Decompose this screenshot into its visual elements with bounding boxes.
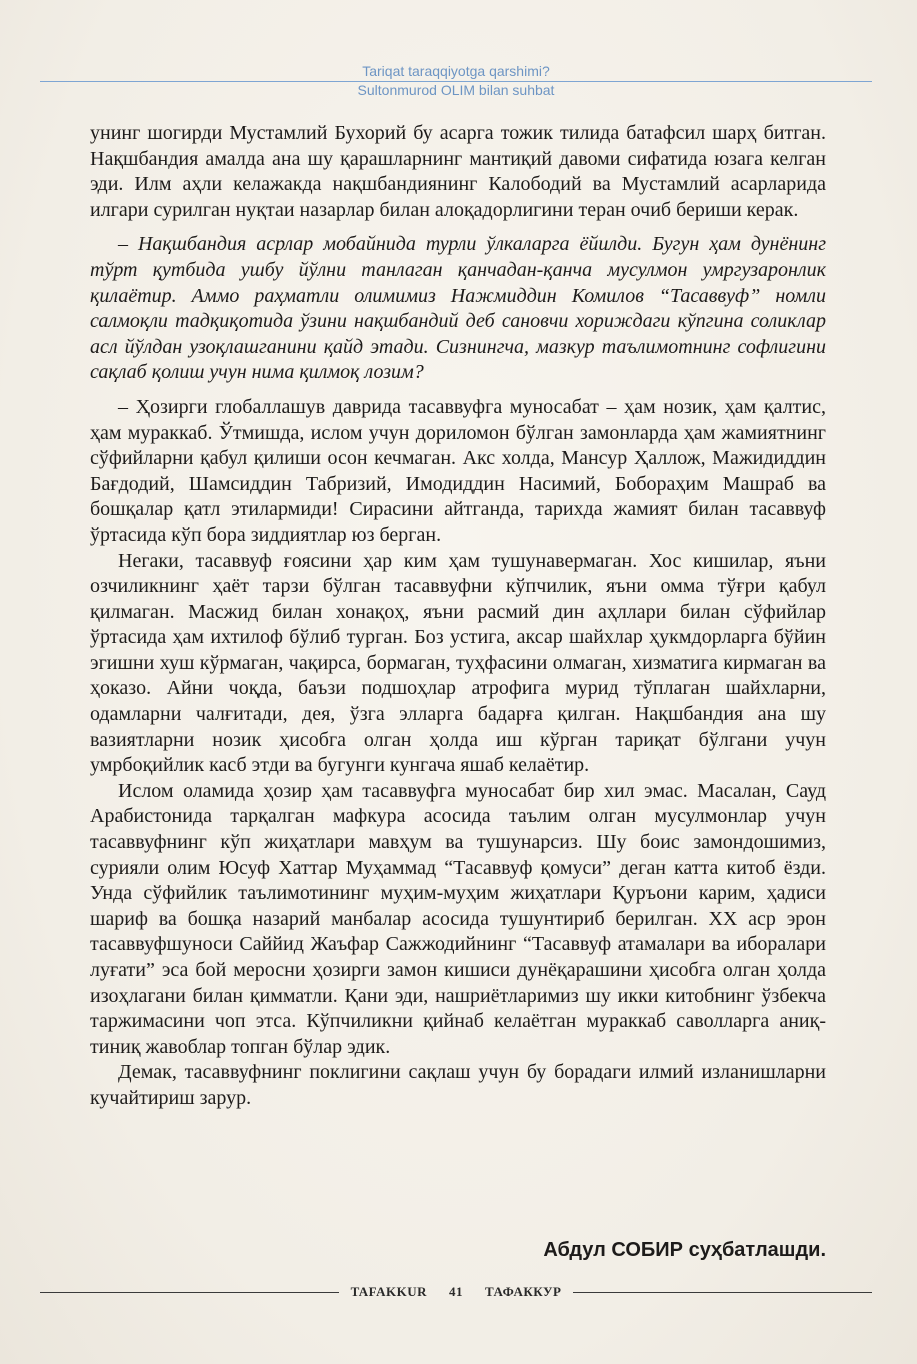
running-head (40, 62, 872, 100)
footer-rule-left (40, 1292, 339, 1293)
footer-center (339, 1284, 574, 1300)
answer-paragraph: Ислом оламида ҳозир ҳам тасаввуфга муносабат бир хил эмас. Масалан, Сауд Арабистонида тарқалган мафкура асосида таълим олган мусулмонлар учун тасаввуфнинг кўп жиҳатлари мавҳум ва тушунарсиз. Шу боис замондошимиз, сурияли олим Юсуф Хаттар Муҳаммад “Тасаввуф қомуси” деган катта китоб ёзди. Унда сўфийлик таълимотининг муҳим-муҳим жиҳатлари Қуръони карим, ҳадиси шариф ва бошқа назарий манбалар асосида тушунтириб берилган. XX аср эрон тасаввуфшуноси Саййид Жаъфар Сажжодийнинг “Тасаввуф атамалари ва иборалари луғати” эса бой меросни ҳозирги замон кишиси дунёқарашини ҳисобга олган ҳолда изоҳлагани билан қимматли. Қани эди, нашриётларимиз шу икки китобнинг ўзбекча таржимасини чоп этса. Кўпчиликни қийнаб келаётган мураккаб саволларга аниқ-тиниқ жавоблар топган бўлар эдик. (90, 779, 826, 1058)
interview-question: – Нақшбандия асрлар мобайнида турли ўлкаларга ёйилди. Бугун ҳам дунёнинг тўрт қутбида ушбу йўлни танлаган қанчадан-қанча мусулмон умргузаронлик қилаётир. Аммо раҳматли олимимиз Нажмиддин Комилов “Тасаввуф” номли салмоқли тадқиқотида ўзини нақшбандий деб сановчи хориждаги кўпгина соликлар асл йўлдан узоқлашганини қайд этади. Сизнингча, мазкур таълимотнинг софлигини сақлаб қолиш учун нима қилмоқ лозим? (90, 233, 826, 384)
footer-magazine-latin: TAFAKKUR (350, 1284, 428, 1299)
paragraph-continuation: унинг шогирди Мустамлий Бухорий бу асарга тожик тилида батафсил шарҳ битган. Нақшбандия амалда ана шу қарашларнинг мантиқий давоми сифатида юзага келган эди. Илм аҳли келажакда нақшбандиянинг Калободий ва Мустамлий асарларида илгари сурилган нуқтаи назарлар билан алоқадорлигини теран очиб бериши керак. (90, 122, 826, 221)
running-head-rule (40, 81, 872, 82)
interviewer-signature: Абдул СОБИР суҳбатлашди. (543, 1239, 826, 1261)
footer-magazine-cyrillic: ТАФАККУР (485, 1284, 562, 1299)
page-number: 41 (449, 1284, 464, 1299)
running-head-subtitle: Sultonmurod OLIM bilan suhbat (357, 82, 555, 98)
answer-paragraph: – Ҳозирги глобаллашув даврида тасаввуфга муносабат – ҳам нозик, ҳам қалтис, ҳам мураккаб. Ўтмишда, ислом учун дориломон бўлган замонларда ҳам жамиятнинг сўфийларни қабул қилиши осон кечмаган. Акс холда, Мансур Ҳаллож, Мажидиддин Бағдодий, Шамсиддин Табризий, Имодиддин Насимий, Бобораҳим Машраб ва бошқалар қатл этилармиди! Сирасини айтганда, тарихда жамият билан тасаввуф ўртасида кўп бора зиддиятлар юз берган. (90, 395, 826, 546)
running-head-title: Tariqat taraqqiyotga qarshimi? (362, 63, 550, 79)
answer-paragraph: Демак, тасаввуфнинг поклигини сақлаш учун бу борадаги илмий изланишларни кучайтириш зарур. (90, 1061, 826, 1109)
page-footer (40, 1282, 872, 1302)
answer-paragraph: Негаки, тасаввуф ғоясини ҳар ким ҳам тушунавермаган. Хос кишилар, яъни озчиликнинг ҳаёт тарзи бўлган тасаввуфни кўпчилик, яъни омма тўғри қабул қилмаган. Масжид билан хонақоҳ, яъни расмий дин аҳллари билан сўфийлар ўртасида ҳам ихтилоф бўлиб турган. Боз устига, аксар шайхлар ҳукмдорларга бўйин эгишни хуш кўрмаган, чақирса, бормаган, туҳфасини олмаган, хизматига кирмаган ва ҳоказо. Айни чоқда, баъзи подшоҳлар атрофига мурид тўплаган шайхларни, одамларни чалғитади, дея, ўзга элларга бадарға қилган. Нақшбандия ана шу вазиятларни нозик ҳисобга олган ҳолда иш кўрган тариқат бўлгани учун умрбоқийлик касб этди ва бугунги кунгача яшаб келаётир. (90, 549, 826, 777)
footer-rule-right (573, 1292, 872, 1293)
article-body (90, 121, 826, 1112)
